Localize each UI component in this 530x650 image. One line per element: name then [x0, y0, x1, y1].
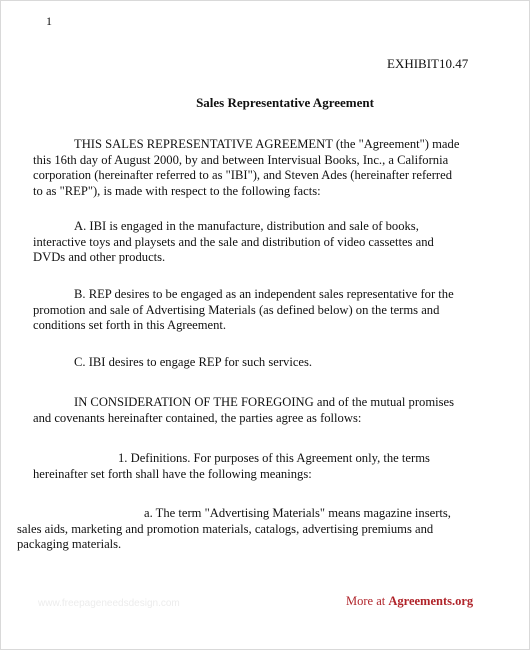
intro-paragraph: [33, 137, 459, 199]
recital-b-line: B. REP desires to be engaged as an independent sales representative for the: [74, 287, 454, 301]
recital-b-line: conditions set forth in this Agreement.: [33, 318, 227, 332]
intro-line: corporation (hereinafter referred to as "IBI"), and Steven Ades (hereinafter referred: [33, 168, 453, 182]
intro-line: THIS SALES REPRESENTATIVE AGREEMENT (the "Agreement") made: [74, 137, 460, 151]
consideration-line: and covenants hereinafter contained, the parties agree as follows:: [33, 410, 362, 425]
intro-line: this 16th day of August 2000, by and between Intervisual Books, Inc., a California: [33, 152, 449, 167]
watermark-text: www.freepageneedsdesign.com: [38, 598, 180, 609]
recital-a-line: DVDs and other products.: [33, 250, 166, 264]
definitions-line: 1. Definitions. For purposes of this Agreement only, the terms: [118, 451, 430, 465]
advertising-line: sales aids, marketing and promotion materials, catalogs, advertising premiums and: [17, 521, 434, 536]
definitions-line: hereinafter set forth shall have the following meanings:: [33, 466, 312, 481]
consideration-line: IN CONSIDERATION OF THE FOREGOING and of the mutual promises: [74, 395, 455, 409]
recital-b-line: promotion and sale of Advertising Materials (as defined below) on the terms and: [33, 302, 440, 317]
recital-a-line: interactive toys and playsets and the sale and distribution of video cassettes and: [33, 234, 434, 249]
recital-c: [33, 355, 312, 371]
recital-b: [33, 287, 454, 334]
recital-a: [33, 219, 434, 266]
advertising-definition: [17, 506, 451, 553]
footer-more-at: More at: [346, 594, 389, 608]
advertising-line: a. The term "Advertising Materials" means magazine inserts,: [144, 506, 451, 520]
document-title: Sales Representative Agreement: [196, 95, 374, 110]
page-number: 1: [46, 14, 52, 28]
intro-line: to as "REP"), is made with respect to the following facts:: [33, 183, 321, 198]
exhibit-label: EXHIBIT10.47: [387, 56, 469, 71]
footer-link[interactable]: [346, 594, 473, 609]
advertising-line: packaging materials.: [17, 537, 122, 551]
recital-c-line: C. IBI desires to engage REP for such services.: [74, 355, 313, 369]
consideration-paragraph: [33, 395, 454, 426]
footer-brand[interactable]: Agreements.org: [388, 594, 474, 608]
definitions-section: [33, 451, 430, 482]
recital-a-line: A. IBI is engaged in the manufacture, distribution and sale of books,: [74, 219, 419, 233]
